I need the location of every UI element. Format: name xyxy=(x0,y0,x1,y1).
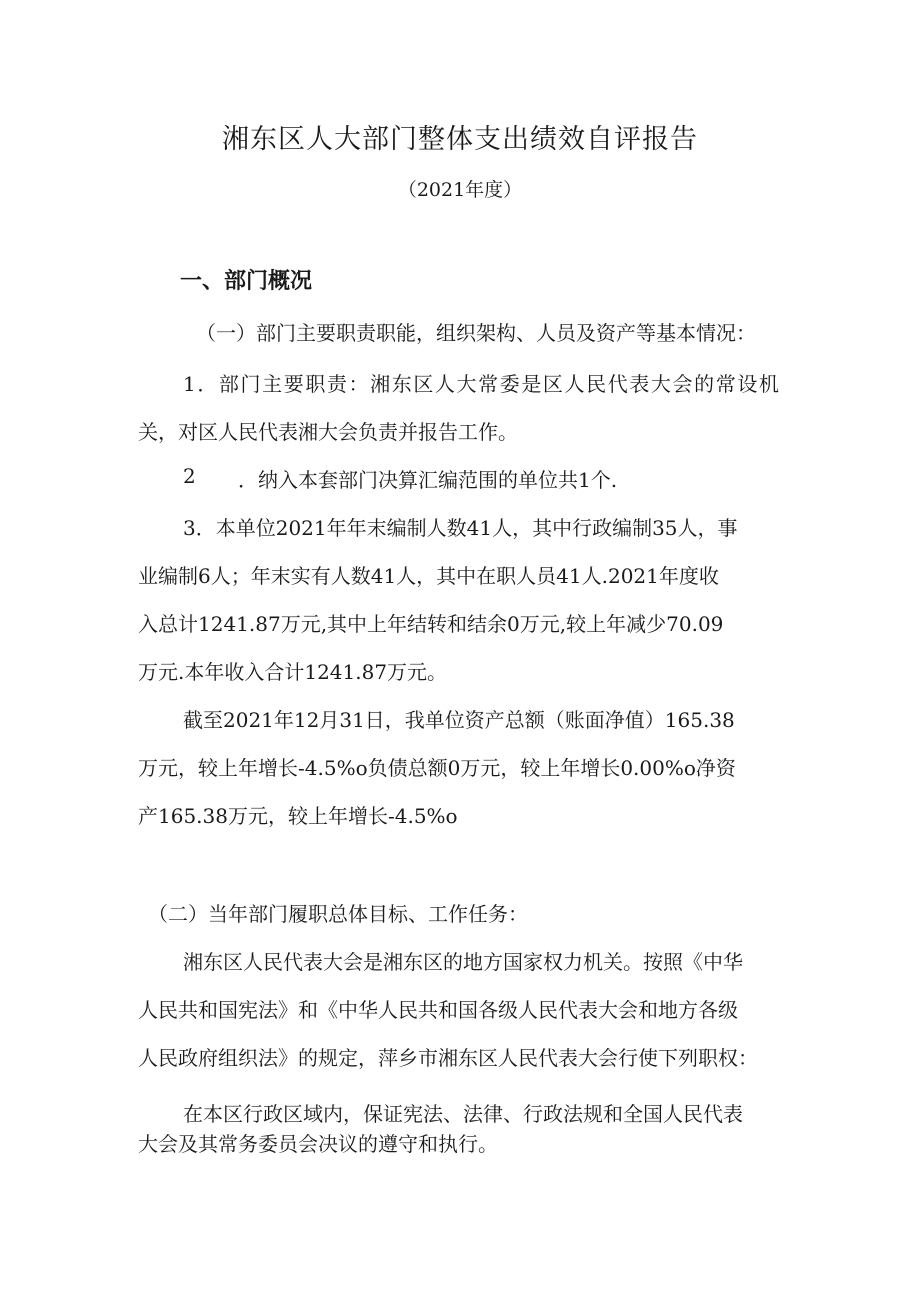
page-subtitle: （2021年度） xyxy=(397,179,523,201)
item2-number: 2 xyxy=(183,464,196,488)
item3-line4: 万元.本年收入合计1241.87万元。 xyxy=(138,660,448,684)
item3-line2: 业编制6人；年末实有人数41人，其中在职人员41人.2021年度收 xyxy=(138,564,719,588)
duty-line3: 人民政府组织法》的规定，萍乡市湘东区人民代表大会行使下列职权： xyxy=(138,1046,758,1070)
item3-line3: 入总计1241.87万元,其中上年结转和结余0万元,较上年减少70.09 xyxy=(138,612,724,636)
power-line2: 大会及其常务委员会决议的遵守和执行。 xyxy=(138,1132,498,1156)
duty-line1: 湘东区人民代表大会是湘东区的地方国家权力机关。按照《中华 xyxy=(183,950,743,974)
item1-line1: 1．部门主要职责：湘东区人大常委是区人民代表大会的常设机 xyxy=(183,372,781,396)
section-heading-overview: 一、部门概况 xyxy=(180,269,313,294)
item3-line1: 3．本单位2021年年末编制人数41人，其中行政编制35人，事 xyxy=(183,516,738,540)
assets-line1: 截至2021年12月31日，我单位资产总额（账面净值）165.38 xyxy=(183,708,735,732)
assets-line2: 万元，较上年增长-4.5%o负债总额0万元，较上年增长0.00%o净资 xyxy=(138,756,736,780)
subsection-heading-2: （二）当年部门履职总体目标、工作任务： xyxy=(148,902,528,926)
power-line1: 在本区行政区域内，保证宪法、法律、行政法规和全国人民代表 xyxy=(183,1102,743,1126)
item1-line2: 关，对区人民代表湘大会负责并报告工作。 xyxy=(138,420,518,444)
page-title: 湘东区人大部门整体支出绩效自评报告 xyxy=(222,124,698,155)
duty-line2: 人民共和国宪法》和《中华人民共和国各级人民代表大会和地方各级 xyxy=(138,998,738,1022)
subsection-heading-1: （一）部门主要职责职能，组织架构、人员及资产等基本情况： xyxy=(196,321,756,345)
item2-text: ．纳入本套部门决算汇编范围的单位共1个. xyxy=(238,468,618,492)
assets-line3: 产165.38万元，较上年增长-4.5%o xyxy=(138,804,458,828)
